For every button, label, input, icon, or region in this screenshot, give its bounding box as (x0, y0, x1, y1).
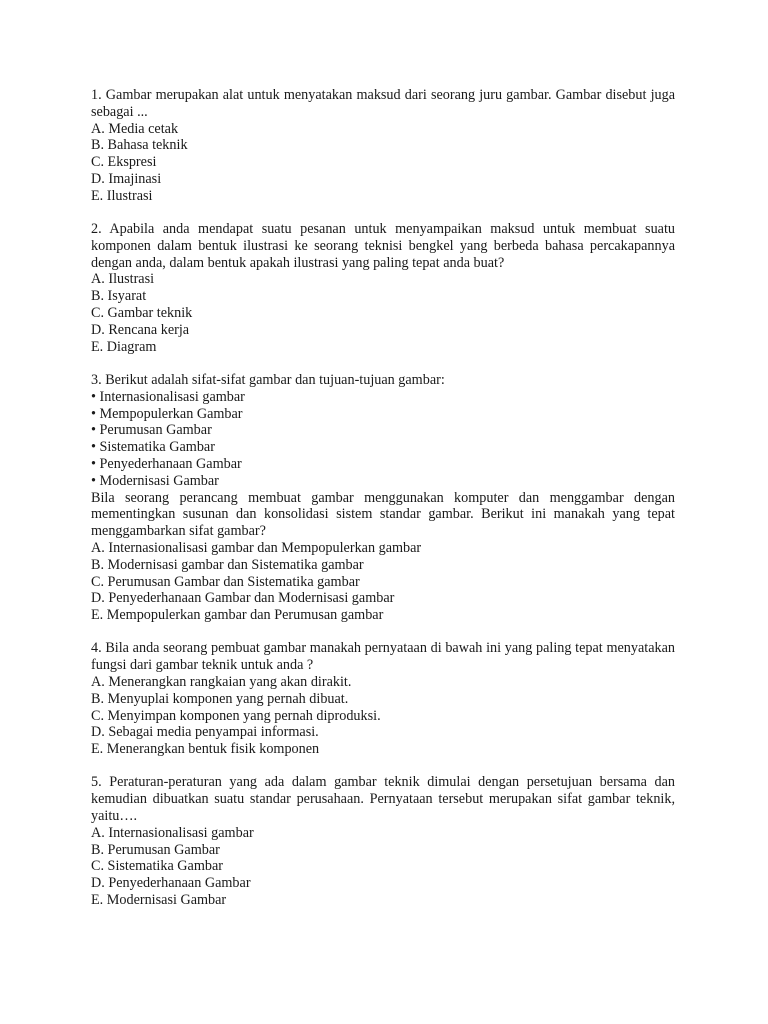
option-c: C. Ekspresi (91, 154, 157, 171)
question-stem: 4. Bila anda seorang pembuat gambar manakah pernyataan di bawah ini yang paling tepat menyatakan fungsi dari gambar teknik untuk anda ? (91, 640, 675, 674)
option-a: A. Ilustrasi (91, 271, 155, 288)
bullet-item: • Perumusan Gambar (91, 422, 212, 439)
bullet-item: • Mempopulerkan Gambar (91, 405, 243, 422)
option-e: E. Modernisasi Gambar (91, 892, 227, 909)
option-b: B. Menyuplai komponen yang pernah dibuat. (91, 690, 349, 707)
question-2 (91, 221, 675, 355)
question-stem: 1. Gambar merupakan alat untuk menyatakan maksud dari seorang juru gambar. Gambar disebut juga sebagai ... (91, 87, 675, 120)
option-c: C. Perumusan Gambar dan Sistematika gambar (91, 573, 360, 590)
question-stem: 2. Apabila anda mendapat suatu pesanan untuk menyampaikan maksud untuk membuat suatu komponen dalam bentuk ilustrasi ke seorang teknisi bengkel yang berbeda bahasa percakapannya dengan anda, dalam bentuk apakah ilustrasi yang paling tepat anda buat? (91, 221, 675, 271)
option-b: B. Modernisasi gambar dan Sistematika gambar (91, 556, 364, 573)
option-c: C. Menyimpan komponen yang pernah diproduksi. (91, 707, 381, 724)
question-stem-continued: Bila seorang perancang membuat gambar menggunakan komputer dan menggambar dengan mementingkan susunan dan konsolidasi sistem standar gambar. Berikut ini manakah yang tepat menggambarkan sifat gambar? (91, 489, 675, 540)
bullet-item: • Modernisasi Gambar (91, 472, 219, 489)
option-d: D. Rencana kerja (91, 321, 190, 338)
option-d: D. Penyederhanaan Gambar (91, 875, 251, 892)
question-stem: 5. Peraturan-peraturan yang ada dalam gambar teknik dimulai dengan persetujuan bersama dan kemudian dibuatkan suatu standar perusahaan. Pernyataan tersebut merupakan sifat gambar teknik, yaitu…. (91, 774, 675, 825)
option-e: E. Diagram (91, 338, 157, 355)
bullet-item: • Internasionalisasi gambar (91, 388, 245, 405)
document-page (91, 87, 675, 925)
option-b: B. Isyarat (91, 288, 147, 305)
option-e: E. Mempopulerkan gambar dan Perumusan gambar (91, 607, 384, 624)
bullet-item: • Sistematika Gambar (91, 439, 215, 456)
bullet-item: • Penyederhanaan Gambar (91, 455, 242, 472)
question-4 (91, 640, 675, 758)
option-d: D. Penyederhanaan Gambar dan Modernisasi gambar (91, 590, 395, 607)
question-5 (91, 774, 675, 908)
option-d: D. Imajinasi (91, 170, 162, 187)
option-a: A. Internasionalisasi gambar dan Mempopulerkan gambar (91, 539, 422, 556)
option-a: A. Menerangkan rangkaian yang akan dirakit. (91, 674, 352, 690)
question-stem: 3. Berikut adalah sifat-sifat gambar dan tujuan-tujuan gambar: (91, 371, 445, 388)
option-a: A. Internasionalisasi gambar (91, 824, 254, 841)
option-e: E. Ilustrasi (91, 187, 153, 204)
option-e: E. Menerangkan bentuk fisik komponen (91, 741, 320, 758)
option-c: C. Sistematika Gambar (91, 858, 223, 875)
option-b: B. Perumusan Gambar (91, 841, 220, 858)
option-a: A. Media cetak (91, 120, 179, 137)
option-b: B. Bahasa teknik (91, 137, 188, 154)
option-d: D. Sebagai media penyampai informasi. (91, 724, 319, 741)
option-c: C. Gambar teknik (91, 305, 193, 322)
question-1 (91, 87, 675, 205)
question-3 (91, 372, 675, 624)
